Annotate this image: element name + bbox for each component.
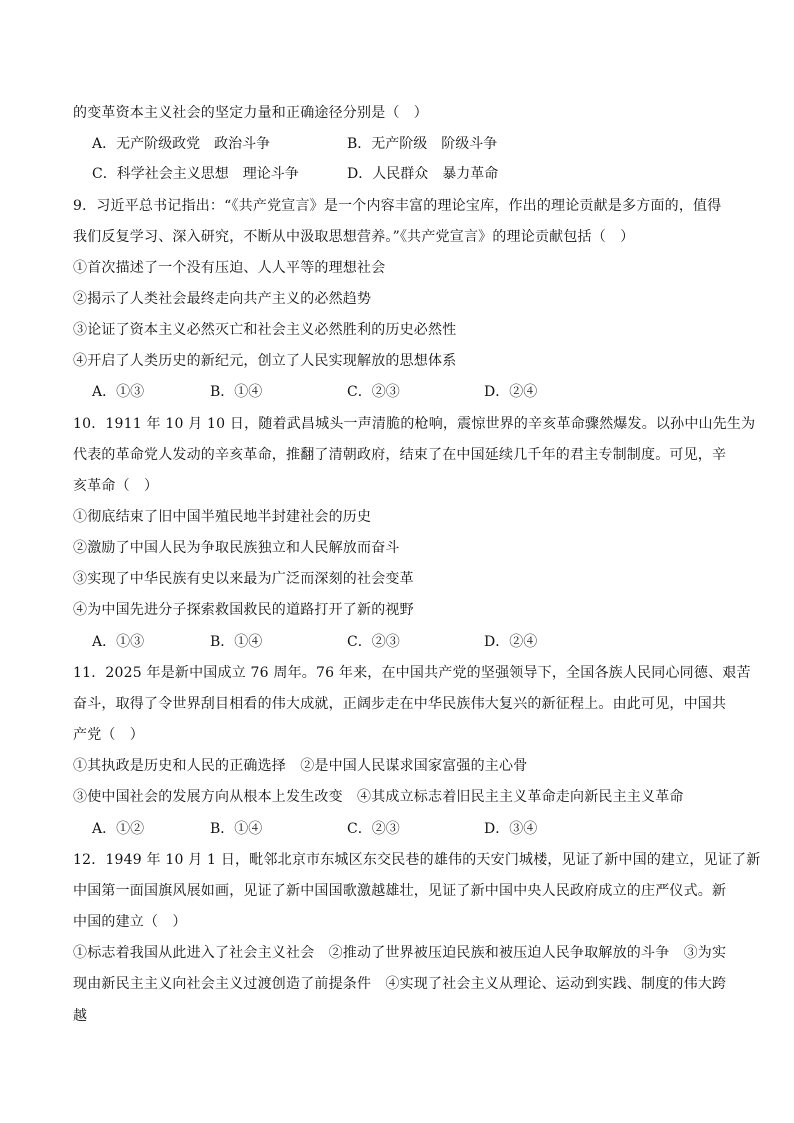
q12-items-line1: ①标志着我国从此进入了社会主义社会 ②推动了世界被压迫民族和被压迫人民争取解放的斗争 ③为实 [73, 945, 727, 961]
q10-option-a: A．①③ [92, 634, 145, 650]
q11-stem-line1: 11．2025 年是新中国成立 76 周年。76 年来，在中国共产党的坚强领导下，全国各族人民同心同德、艰苦 [73, 665, 751, 681]
q9-item-3: ③论证了资本主义必然灭亡和社会主义必然胜利的历史必然性 [73, 322, 457, 338]
q12-items-line3: 越 [73, 1008, 88, 1024]
q9-item-1: ①首次描述了一个没有压迫、人人平等的理想社会 [73, 260, 386, 276]
q10-stem-line2: 代表的革命党人发动的辛亥革命，推翻了清朝政府，结束了在中国延续几千年的君主专制制度。可见，辛 [73, 447, 727, 463]
q11-items-line1: ①其执政是历史和人民的正确选择 ②是中国人民谋求国家富强的主心骨 [73, 758, 528, 774]
q8-option-c: C．科学社会主义思想 理论斗争 [92, 166, 299, 182]
q12-items-line2: 现由新民主主义向社会主义过渡创造了前提条件 ④实现了社会主义从理论、运动到实践、制度的伟大跨 [73, 976, 727, 992]
q11-stem-line2: 奋斗，取得了令世界刮目相看的伟大成就，正阔步走在中华民族伟大复兴的新征程上。由此可见，中国共 [73, 696, 727, 712]
q9-item-2: ②揭示了人类社会最终走向共产主义的必然趋势 [73, 291, 372, 307]
q9-stem-line1: 9．习近平总书记指出：“《共产党宣言》是一个内容丰富的理论宝库，作出的理论贡献是多方面的，值得 [73, 198, 722, 214]
q11-option-c: C．②③ [347, 821, 400, 837]
q10-option-b: B．①④ [210, 634, 263, 650]
q10-item-2: ②激励了中国人民为争取民族独立和人民解放而奋斗 [73, 540, 400, 556]
q10-item-3: ③实现了中华民族有史以来最为广泛而深刻的社会变革 [73, 571, 414, 587]
q12-stem-line1: 12．1949 年 10 月 1 日，毗邻北京市东城区东交民巷的雄伟的天安门城楼，见证了新中国的建立，见证了新 [73, 852, 761, 868]
q11-option-b: B．①④ [210, 821, 263, 837]
q9-stem-line2: 我们反复学习、深入研究，不断从中汲取思想营养。”《共产党宣言》的理论贡献包括（ ） [73, 229, 635, 245]
q11-option-d: D．③④ [484, 821, 538, 837]
q10-item-4: ④为中国先进分子探索救国救民的道路打开了新的视野 [73, 602, 414, 618]
q12-stem-line2: 中国第一面国旗风展如画，见证了新中国国歌激越雄壮，见证了新中国中央人民政府成立的庄严仪式。新 [73, 883, 727, 899]
q10-stem-line1: 10．1911 年 10 月 10 日，随着武昌城头一声清脆的枪响，震惊世界的辛亥革命骤然爆发。以孙中山先生为 [73, 416, 756, 432]
q9-option-a: A．①③ [92, 384, 145, 400]
q12-stem-line3: 中国的建立（ ） [73, 914, 187, 930]
q11-stem-line3: 产党（ ） [73, 727, 144, 743]
q9-option-b: B．①④ [210, 384, 263, 400]
q8-option-a: A．无产阶级政党 政治斗争 [92, 136, 271, 152]
q9-item-4: ④开启了人类历史的新纪元，创立了人民实现解放的思想体系 [73, 353, 457, 369]
q10-item-1: ①彻底结束了旧中国半殖民地半封建社会的历史 [73, 509, 372, 525]
q8-option-d: D．人民群众 暴力革命 [347, 166, 499, 182]
q10-option-c: C．②③ [347, 634, 400, 650]
q11-option-a: A．①② [92, 821, 145, 837]
q9-option-d: D．②④ [484, 384, 538, 400]
q10-stem-line3: 亥革命（ ） [73, 478, 159, 494]
q8-stem-tail: 的变革资本主义社会的坚定力量和正确途径分别是（ ） [73, 105, 428, 121]
q8-option-b: B．无产阶级 阶级斗争 [347, 136, 498, 152]
q11-items-line2: ③使中国社会的发展方向从根本上发生改变 ④其成立标志着旧民主主义革命走向新民主主义革命 [73, 789, 684, 805]
q9-option-c: C．②③ [347, 384, 400, 400]
q10-option-d: D．②④ [484, 634, 538, 650]
